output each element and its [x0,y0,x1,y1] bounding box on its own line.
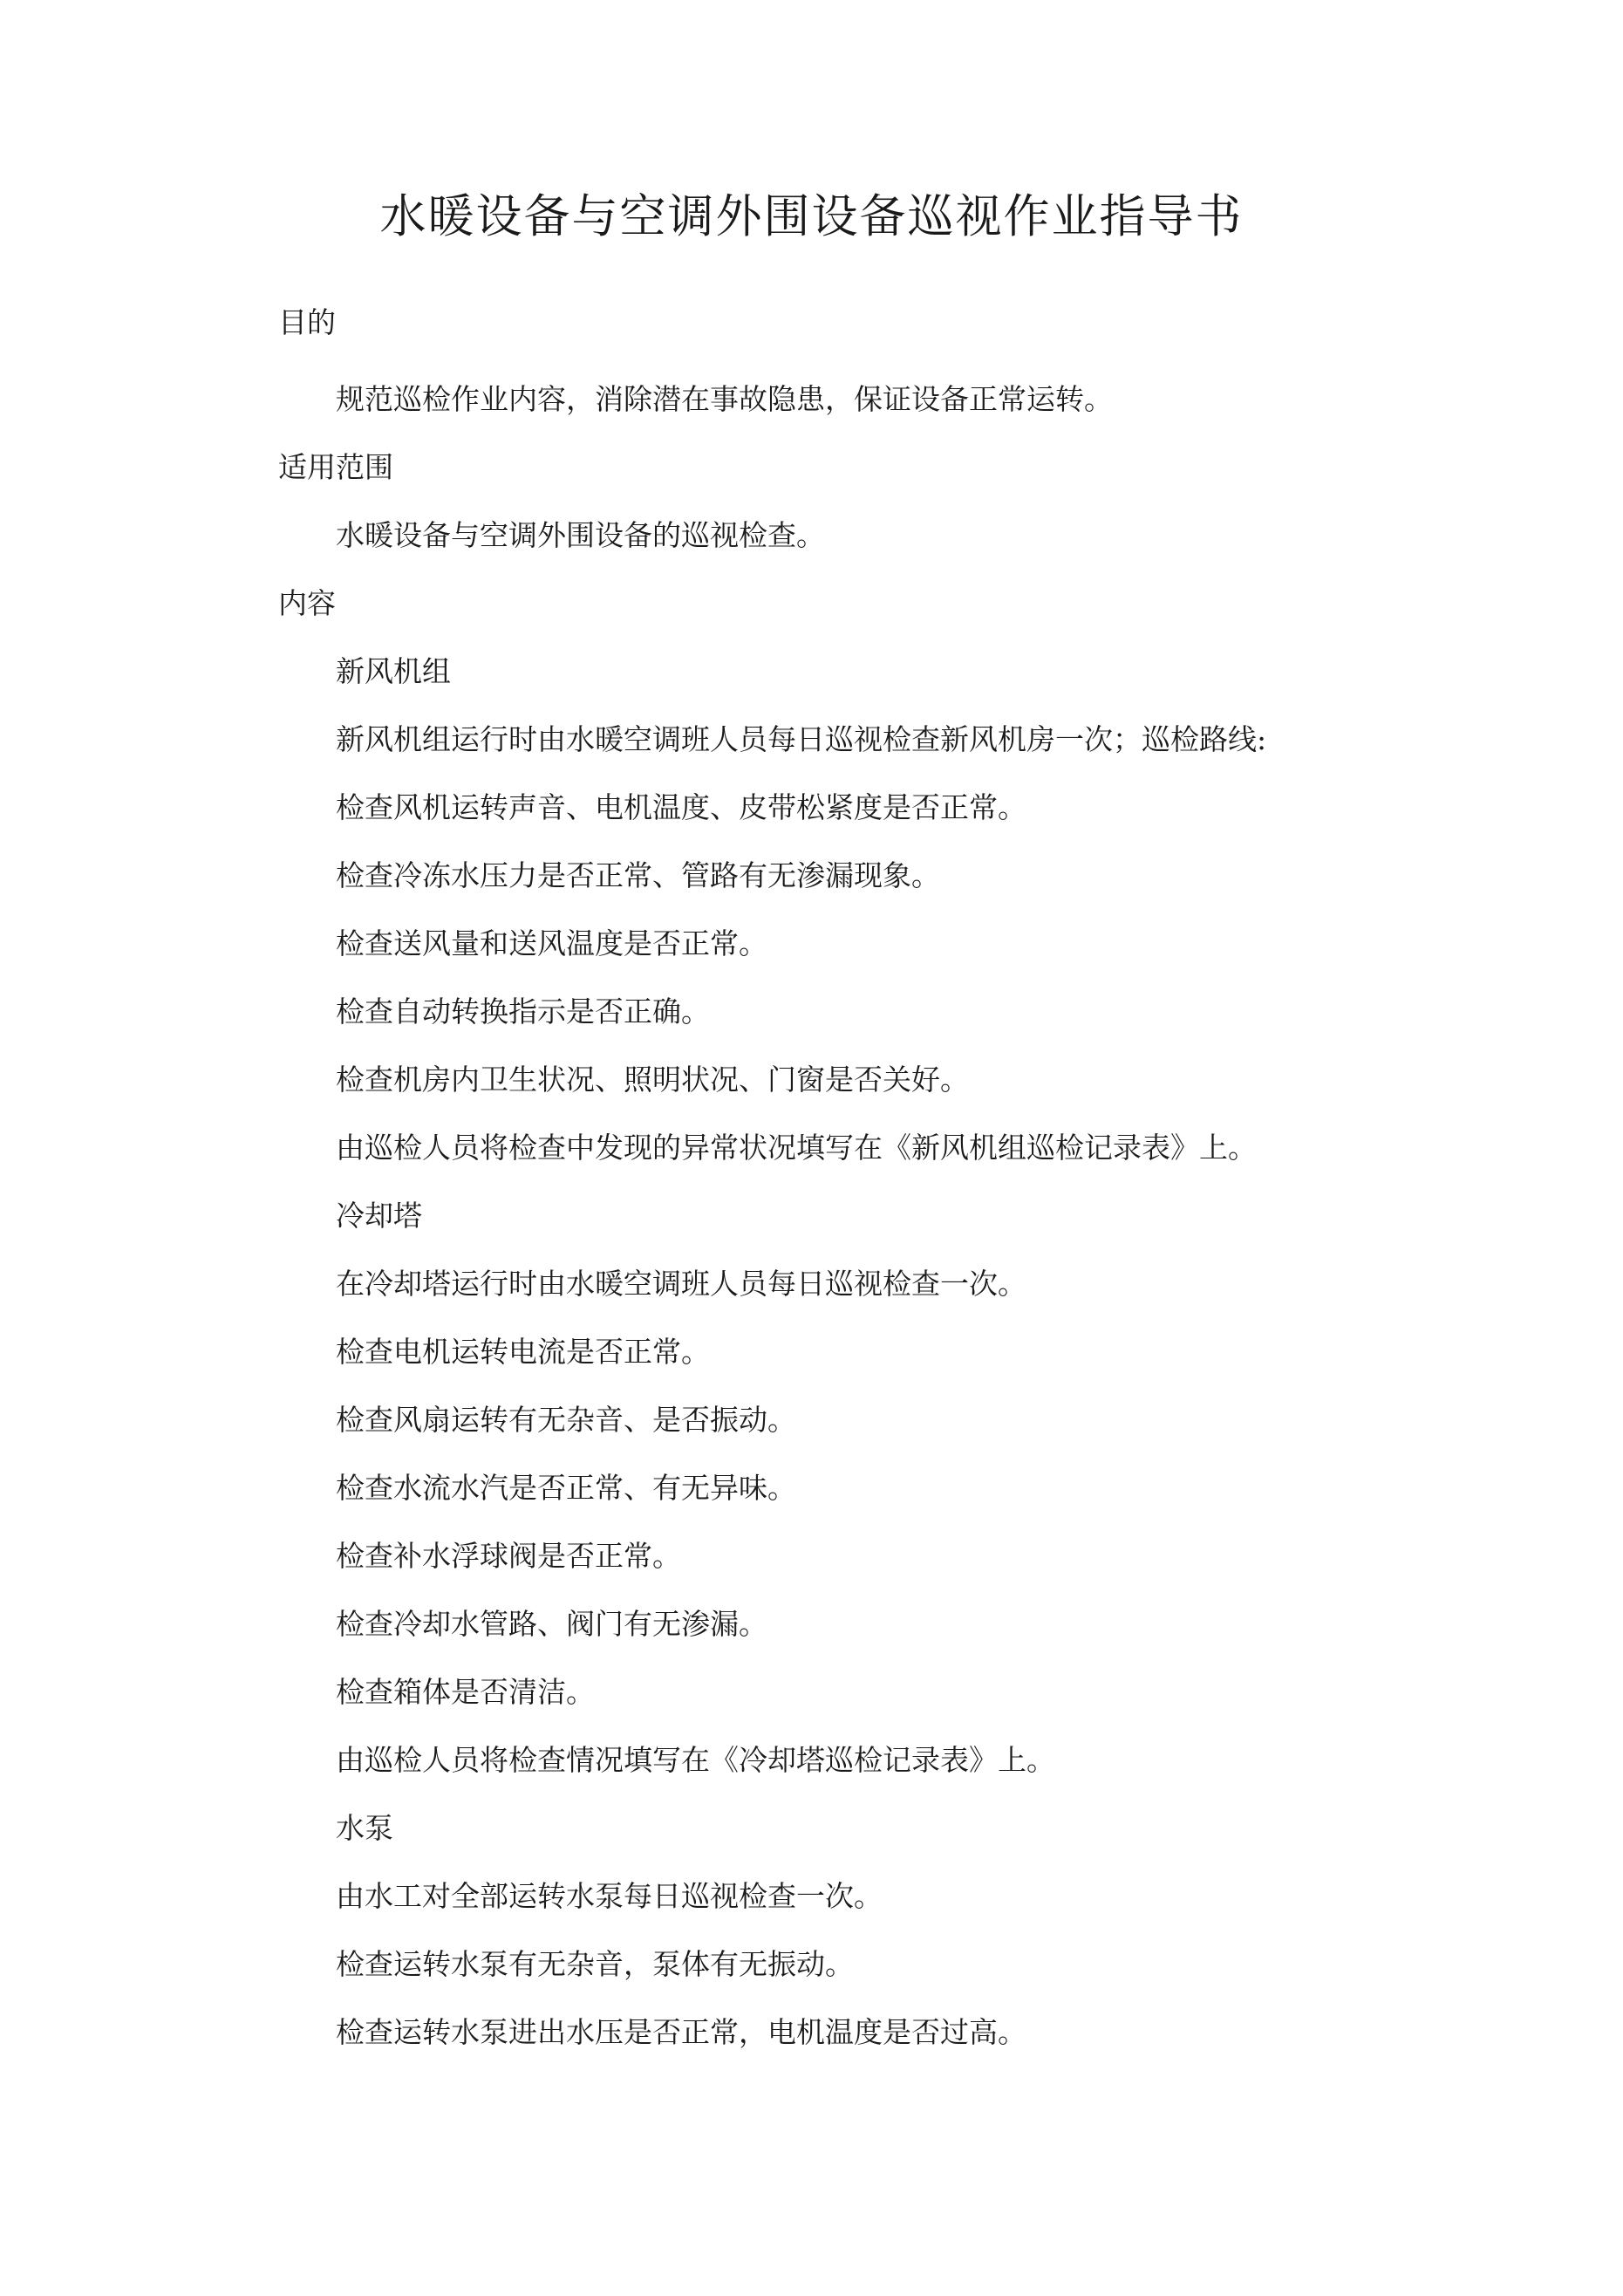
list-item: 检查箱体是否清洁。 [336,1675,595,1709]
subsection-heading-cooling-tower: 冷却塔 [336,1199,422,1233]
section-heading-purpose: 目的 [278,305,336,339]
list-item: 检查送风量和送风温度是否正常。 [336,926,767,960]
list-item: 检查运转水泵进出水压是否正常，电机温度是否过高。 [336,2015,1026,2049]
list-item: 检查水流水汽是否正常、有无异味。 [336,1471,796,1505]
list-item: 检查风机运转声音、电机温度、皮带松紧度是否正常。 [336,790,1026,824]
paragraph-scope: 水暖设备与空调外围设备的巡视检查。 [336,518,825,552]
paragraph-purpose: 规范巡检作业内容，消除潜在事故隐患，保证设备正常运转。 [336,382,1113,416]
subsection-heading-fresh-air-unit: 新风机组 [336,654,451,688]
list-item: 检查风扇运转有无杂音、是否振动。 [336,1403,796,1437]
list-item: 检查补水浮球阀是否正常。 [336,1539,681,1573]
section-heading-scope: 适用范围 [278,450,393,484]
list-item: 新风机组运行时由水暖空调班人员每日巡视检查新风机房一次；巡检路线: [336,722,1267,756]
list-item: 检查机房内卫生状况、照明状况、门窗是否关好。 [336,1063,969,1097]
list-item: 由巡检人员将检查情况填写在《冷却塔巡检记录表》上。 [336,1743,1055,1777]
list-item: 检查冷却水管路、阀门有无渗漏。 [336,1607,767,1641]
list-item: 由水工对全部运转水泵每日巡视检查一次。 [336,1879,883,1913]
list-item: 在冷却塔运行时由水暖空调班人员每日巡视检查一次。 [336,1267,1026,1301]
list-item: 检查电机运转电流是否正常。 [336,1335,710,1369]
list-item: 由巡检人员将检查中发现的异常状况填写在《新风机组巡检记录表》上。 [336,1131,1257,1165]
section-heading-content: 内容 [278,586,336,620]
list-item: 检查运转水泵有无杂音，泵体有无振动。 [336,1947,854,1981]
subsection-heading-water-pump: 水泵 [336,1811,393,1845]
list-item: 检查自动转换指示是否正确。 [336,994,710,1028]
list-item: 检查冷冻水压力是否正常、管路有无渗漏现象。 [336,858,940,892]
document-title: 水暖设备与空调外围设备巡视作业指导书 [379,190,1244,243]
